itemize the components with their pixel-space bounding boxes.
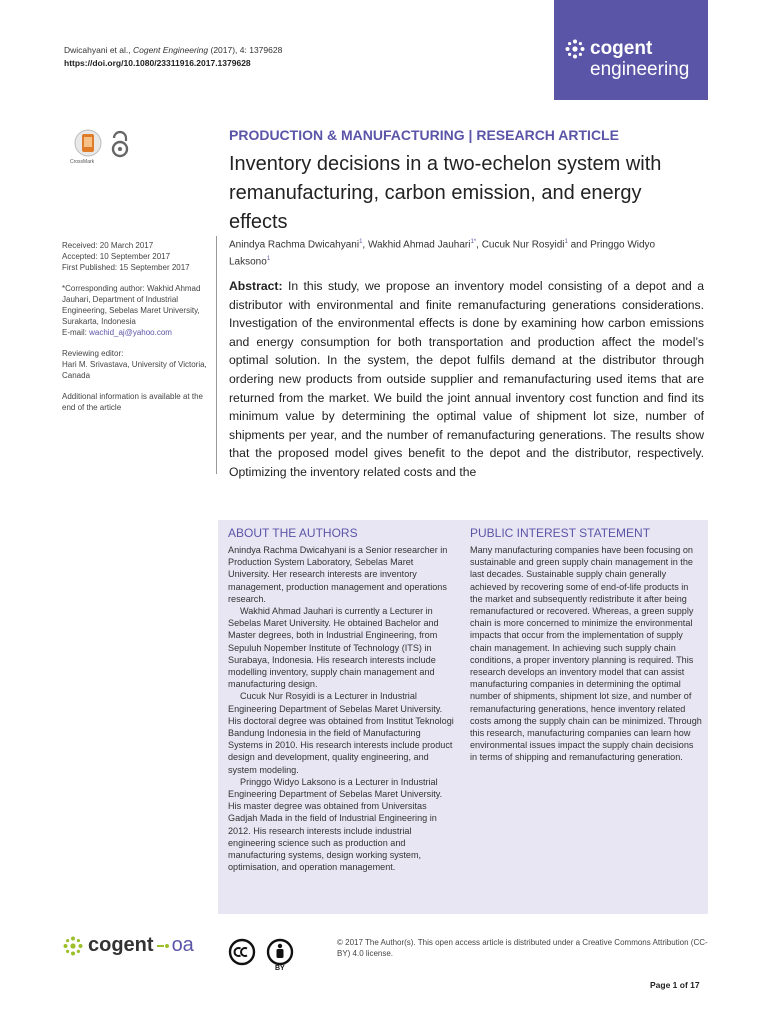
corresponding-author bbox=[62, 283, 212, 338]
public-interest-body: Many manufacturing companies have been focusing on sustainable and green supply chain management in the last decades. Sustainable supply chain generally achieved by recovering some of end-of-life products in the market and subsequently redistribute it after being remanufactured or recovered. Whereas, a green supply chain is more concerned to minimize the environmental impacts that occur from the implementation of supply chain management. In achieving such supply chain conditions, a proper inventory planning is required. This research develops an inventory model that can assist manufacturing companies in determining the optimal number of shipments, shipment lot size, and number of remanufacturing generations, hence inventory related costs among the supply chain can be minimized. Through this research, manufacturing companies can learn how environmental issues impact the supply chain decisions in terms of shipping and remanufacturing generation. bbox=[470, 545, 702, 763]
crossmark-label: CrossMark bbox=[70, 159, 95, 165]
cc-by-label: BY bbox=[275, 965, 285, 972]
article-metadata-sidebar bbox=[62, 240, 212, 423]
author-and: and bbox=[567, 239, 591, 251]
about-authors-section bbox=[228, 526, 456, 873]
doi-link[interactable]: https://doi.org/10.1080/23311916.2017.1379628 bbox=[64, 58, 251, 68]
author-mark: 1 bbox=[564, 239, 568, 245]
logo-word-cogent: cogent bbox=[88, 934, 154, 956]
author-mark: 1* bbox=[470, 239, 477, 245]
author-name: Wakhid Ahmad Jauhari bbox=[367, 239, 471, 251]
brand-word-engineering: engineering bbox=[590, 59, 690, 80]
author-name: Pringgo Widyo Laksono bbox=[229, 239, 656, 268]
reviewing-editor bbox=[62, 348, 212, 381]
citation-volume: (2017), 4: 1379628 bbox=[208, 45, 283, 55]
license-text: © 2017 The Author(s). This open access article is distributed under a Creative Commons Attribution (CC-BY) 4.0 license. bbox=[337, 938, 708, 958]
author-name: Anindya Rachma Dwicahyani bbox=[229, 239, 360, 251]
author-bio: Cucuk Nur Rosyidi is a Lecturer in Industrial Engineering Department of Sebelas Maret University. His doctoral degree was obtained from Institut Teknologi Bandung Indonesia in the field of Manufacturing Systems in 2010. His research interests include product design and development, quality engineering, and system modeling. bbox=[228, 691, 454, 775]
page-number: Page 1 of 17 bbox=[650, 980, 700, 990]
article-badges bbox=[74, 128, 144, 172]
open-access-icon bbox=[113, 132, 127, 156]
journal-name: Cogent Engineering bbox=[132, 45, 209, 55]
reviewing-editor-label: Reviewing editor: bbox=[62, 349, 124, 358]
article-title: Inventory decisions in a two-echelon system with remanufacturing, carbon emission, and energy effects bbox=[229, 153, 662, 233]
dates bbox=[62, 240, 212, 273]
abstract-label: Abstract: bbox=[229, 279, 283, 293]
journal-brand-box bbox=[554, 0, 708, 100]
email-label: E-mail: bbox=[62, 328, 90, 337]
additional-info: Additional information is available at the end of the article bbox=[62, 392, 203, 412]
published-date: First Published: 15 September 2017 bbox=[62, 263, 190, 272]
citation-authors: Dwicahyani et al., bbox=[64, 45, 133, 55]
public-interest-section bbox=[470, 526, 702, 764]
author-mark: 1 bbox=[266, 256, 271, 263]
author-list bbox=[229, 235, 699, 270]
received-date: Received: 20 March 2017 bbox=[62, 241, 154, 250]
author-separator: , bbox=[476, 239, 482, 251]
cogent-star-icon bbox=[564, 38, 586, 60]
citation-line bbox=[64, 44, 282, 57]
dash-dot-icon bbox=[156, 941, 170, 951]
author-separator: , bbox=[362, 239, 368, 251]
author-bio: Anindya Rachma Dwicahyani is a Senior researcher in Production System Laboratory, Sebelas Maret University. Her research interests are inventory management, production management and operations research. bbox=[228, 545, 448, 604]
brand-word-cogent: cogent bbox=[590, 38, 653, 59]
author-info-panel bbox=[218, 520, 708, 914]
cogent-star-icon bbox=[62, 935, 84, 957]
public-interest-heading: PUBLIC INTEREST STATEMENT bbox=[470, 526, 651, 540]
author-email-link[interactable]: wachid_aj@yahoo.com bbox=[89, 328, 172, 337]
author-name: Cucuk Nur Rosyidi bbox=[481, 239, 565, 251]
abstract-text: In this study, we propose an inventory model consisting of a depot and a distributor with environmental and finite remanufacturing generations considerations. Investigation of the environmental effects is done by examining how carbon emissions and energy consumption for both transportation and production affect the model’s optimal solution. In the system, the depot fulfils demand at the distributor through ordering new products from outside supplier and remanufacturing used items that are returned from the market. We build the joint annual inventory cost function and find its minimum value by determining the optimal value of shipment lot size, number of shipments per year, and the number of remanufacturing generations. The results show that the proposed model gives benefit to the depot and the distributor, respectively. Optimizing the inventory related costs and the bbox=[229, 279, 704, 479]
section-label: PRODUCTION & MANUFACTURING | RESEARCH ARTICLE bbox=[229, 127, 619, 143]
cogent-oa-logo bbox=[62, 934, 194, 957]
corresponding-author-text: *Corresponding author: Wakhid Ahmad Jauhari, Department of Industrial Engineering, Sebelas Maret University, Surakarta, Indonesia bbox=[62, 284, 201, 326]
about-authors-heading: ABOUT THE AUTHORS bbox=[228, 526, 358, 540]
creative-commons-icon bbox=[230, 940, 254, 964]
crossmark-icon[interactable] bbox=[75, 130, 101, 156]
author-bio: Wakhid Ahmad Jauhari is currently a Lecturer in Sebelas Maret University. He obtained Bachelor and Master degrees, both in Industrial Engineering, from Sepuluh Nopember Institute of Technology (ITS) in Surabaya, Indonesia. His research interests include modelling inventory, supply chain management and manufacturing design. bbox=[228, 606, 439, 690]
citation-block bbox=[64, 44, 282, 70]
accepted-date: Accepted: 10 September 2017 bbox=[62, 252, 171, 261]
column-divider bbox=[216, 236, 217, 474]
author-bio: Pringgo Widyo Laksono is a Lecturer in Industrial Engineering Department of Sebelas Maret University. His master degree was obtained from Universitas Gadjah Mada in the field of Industrial Engineering in 2012. His research interests include industrial engineering science such as production and manufacturing systems, design working system, optimisation, and operation management. bbox=[228, 776, 443, 873]
cc-by-badge[interactable] bbox=[228, 938, 298, 981]
abstract bbox=[229, 277, 704, 482]
reviewing-editor-name: Hari M. Srivastava, University of Victoria, Canada bbox=[62, 360, 207, 380]
attribution-icon bbox=[268, 940, 292, 964]
about-authors-body bbox=[228, 544, 456, 873]
author-mark: 1 bbox=[359, 239, 363, 245]
logo-word-oa: oa bbox=[171, 934, 194, 956]
